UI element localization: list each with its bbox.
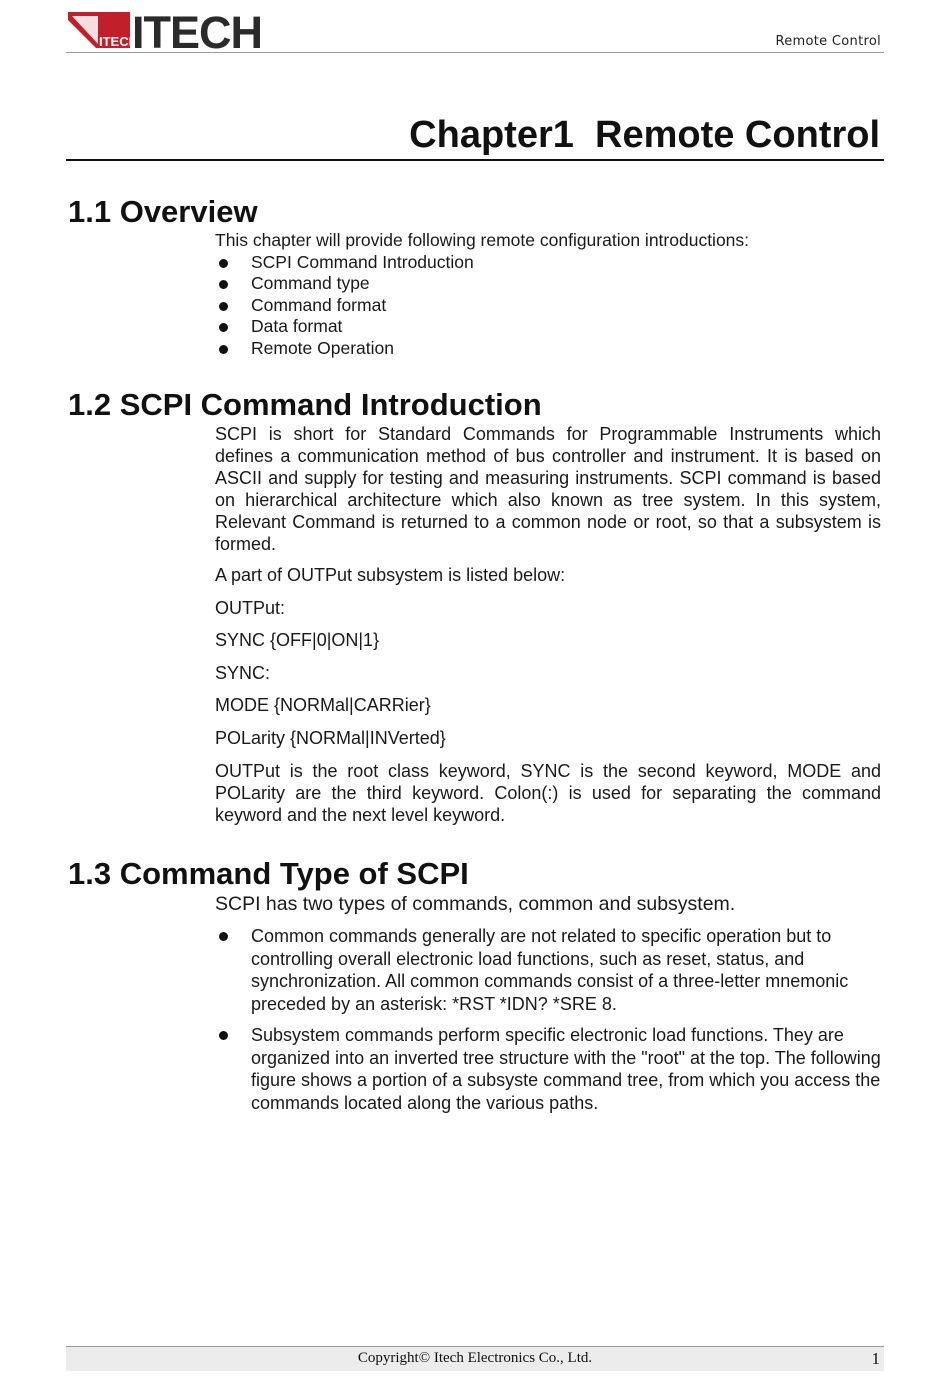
overview-intro: This chapter will provide following remote configuration introductions: [215, 230, 750, 250]
bullet-icon [219, 345, 228, 354]
running-head: Remote Control [775, 34, 881, 49]
bullet-icon [219, 932, 228, 941]
bullet-icon [219, 302, 228, 311]
list-item [215, 925, 881, 1015]
bullet-icon [219, 280, 228, 289]
list-item-text: Command type [251, 273, 370, 293]
list-item [215, 295, 881, 317]
logo-wordmark: ITECH [132, 10, 262, 52]
list-item-text: SCPI Command Introduction [251, 251, 474, 272]
keyword-explanation: OUTPut is the root class keyword, SYNC is the second keyword, MODE and POLarity are the third keyword. Colon(:) is used for separating the command keyword and the next level keyword. [215, 761, 881, 825]
footer-copyright: Copyright© Itech Electronics Co., Ltd. [357, 1350, 593, 1366]
command-line: SYNC {OFF|0|ON|1} [215, 630, 380, 650]
list-item-text: Subsystem commands perform specific electronic load functions. They are organized into an inverted tree structure with the "root" at the top. The following figure shows a portion of a subsyste command tree, from which you access the commands located along the various paths. [251, 1025, 881, 1113]
list-item [215, 1024, 881, 1114]
scpi-intro-block [215, 423, 881, 826]
list-item-text: Remote Operation [251, 337, 394, 358]
itech-logo [68, 10, 298, 52]
bullet-icon [219, 323, 228, 332]
bullet-icon [219, 259, 228, 268]
command-line: MODE {NORMal|CARRier} [215, 695, 431, 715]
list-item [215, 316, 881, 338]
overview-block [215, 230, 881, 359]
logo-badge-text: ITECH [99, 34, 138, 49]
header-divider [66, 52, 884, 53]
page-number: 1 [871, 1349, 880, 1368]
command-type-block [215, 892, 881, 1114]
bullet-icon [219, 1031, 228, 1040]
list-item-text: Common commands generally are not related to specific operation but to controlling overall electronic load functions, such as reset, status, and synchronization. All common commands consist of a three-letter mnemonic preceded by an asterisk: *RST *IDN? *SRE 8. [251, 926, 849, 1014]
chapter-title-rule [66, 159, 884, 161]
overview-bullet-list [215, 252, 881, 360]
chapter-title: Chapter1 Remote Control [409, 114, 880, 156]
command-line: POLarity {NORMal|INVerted} [215, 727, 446, 748]
command-line: OUTPut: [215, 597, 286, 618]
itech-logo-graphic [68, 10, 298, 52]
subsystem-intro: A part of OUTPut subsystem is listed below: [215, 565, 566, 585]
section-heading-command-type: 1.3 Command Type of SCPI [68, 856, 469, 891]
list-item [215, 338, 881, 360]
list-item [215, 273, 881, 295]
list-item-text: Command format [251, 294, 387, 315]
command-line: SYNC: [215, 662, 271, 683]
scpi-intro-paragraph: SCPI is short for Standard Commands for Programmable Instruments which defines a communication method of bus controller and instrument. It is based on ASCII and supply for testing and measuring instruments. SCPI command is based on hierarchical architecture which also known as tree system. In this system, Relevant Command is returned to a common node or root, so that a subsystem is formed. [215, 424, 881, 554]
list-item-text: Data format [251, 316, 343, 336]
section-heading-scpi-introduction: 1.2 SCPI Command Introduction [68, 387, 542, 422]
section-heading-overview: 1.1 Overview [68, 194, 258, 229]
list-item [215, 252, 881, 274]
command-type-bullet-list [215, 925, 881, 1114]
command-type-intro: SCPI has two types of commands, common and subsystem. [215, 893, 736, 915]
